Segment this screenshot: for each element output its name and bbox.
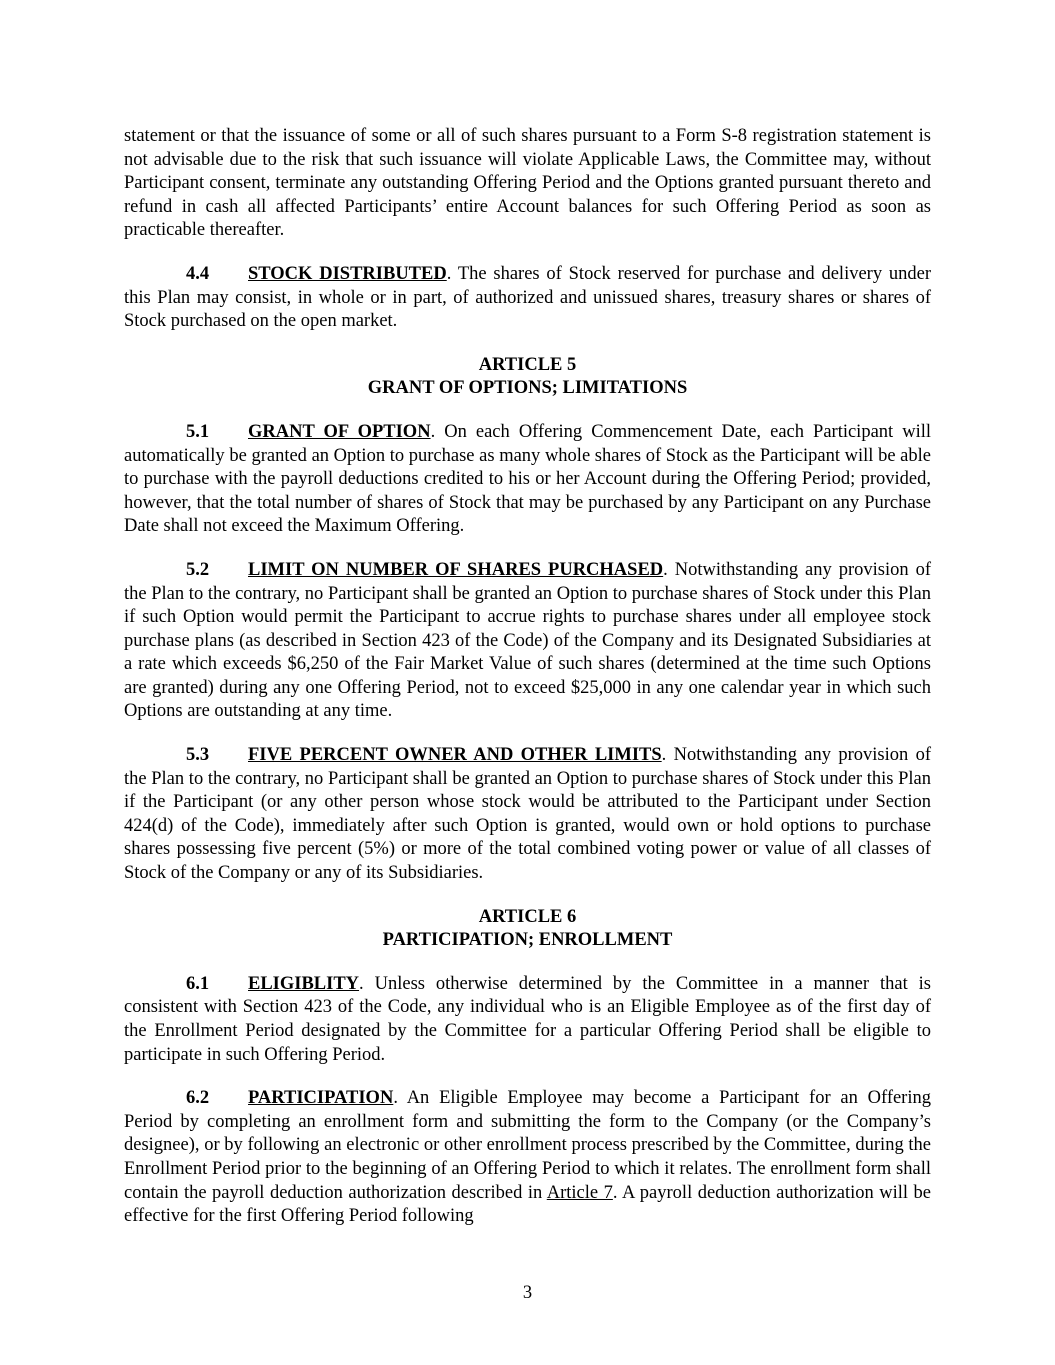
section-number: 5.1 [186,421,210,442]
section-body: . Notwithstanding any provision of the Plan to the contrary, no Participant shall be granted an Option to purchase shares of Stock under this Plan if the Participant (or any other person whose stock would be attributed to the Participant under Section 424(d) of the Code), immediately after such Option is granted, would own or hold options to purchase shares possessing five percent (5%) or more of the total combined voting power or value of all classes of Stock of the Company or any of its Subsidiaries. [124,745,932,884]
section-title: GRANT OF OPTION [248,421,431,442]
page-number: 3 [522,1283,533,1303]
section-5-3 [124,744,931,886]
section-number: 6.1 [186,973,210,994]
section-4-4 [124,263,931,334]
section-body: . Notwithstanding any provision of the Plan to the contrary, no Participant shall be granted an Option to purchase shares of Stock under this Plan if such Option would permit the Participant to accrue rights to purchase shares under all employee stock purchase plans (as described in Section 423 of the Code) of the Company and its Designated Subsidiaries at a rate which exceeds $6,250 of the Fair Market Value of such shares (determined at the time such Options are granted) during any one Offering Period, not to exceed $25,000 in any one calendar year in which such Options are outstanding at any time. [124,559,932,722]
section-title: PARTICIPATION [248,1088,394,1109]
section-6-2 [124,1087,931,1229]
section-5-1 [124,421,931,539]
section-title: LIMIT ON NUMBER OF SHARES PURCHASED [248,559,664,580]
article-label: ARTICLE 6 [478,906,577,927]
intro-paragraph: statement or that the issuance of some or all of such shares pursuant to a Form S-8 registration statement is not advisable due to the risk that such issuance will violate Applicable Laws, the Committee may, without Participant consent, terminate any outstanding Offering Period and the Options granted pursuant thereto and refund in cash all affected Participants’ entire Account balances for such Offering Period as soon as practicable thereafter. [124,126,931,241]
article-title: GRANT OF OPTIONS; LIMITATIONS [367,378,688,399]
article-7-reference[interactable]: Article 7 [546,1182,613,1203]
section-body: . On each Offering Commencement Date, each Participant will automatically be granted an Option to purchase as many whole shares of Stock as the Participant will be able to purchase with the payroll deductions credited to his or her Account during the Offering Period; provided, however, that the total number of shares of Stock that may be purchased by any Participant on any Purchase Date shall not exceed the Maximum Offering. [124,421,931,537]
section-title: FIVE PERCENT OWNER AND OTHER LIMITS [248,745,662,766]
article-title: PARTICIPATION; ENROLLMENT [382,930,673,951]
section-number: 4.4 [186,263,210,284]
section-number: 6.2 [186,1088,210,1109]
section-body: . Unless otherwise determined by the Committee in a manner that is consistent with Section 423 of the Code, any individual who is an Eligible Employee as of the first day of the Enrollment Period designated by the Committee for a particular Offering Period shall be eligible to participate in such Offering Period. [124,973,931,1065]
section-6-1 [124,973,931,1067]
document-page [124,125,931,1249]
section-title: STOCK DISTRIBUTED [248,263,447,284]
section-body: . The shares of Stock reserved for purchase and delivery under this Plan may consist, in whole or in part, of authorized and unissued shares, treasury shares or shares of Stock purchased on the open market. [124,263,932,332]
section-title: ELIGIBLITY [248,973,360,994]
section-body: . An Eligible Employee may become a Participant for an Offering Period by completing an enrollment form and submitting the form to the Company (or the Company’s designee), or by following an electronic or other enrollment process prescribed by the Committee, during the Enrollment Period prior to the beginning of an Offering Period to which it relates. The enrollment form shall contain the payroll deduction authorization described in [124,1088,931,1203]
article-6-heading [124,906,931,953]
section-number: 5.2 [186,559,210,580]
article-5-heading [124,354,931,401]
article-label: ARTICLE 5 [478,354,577,375]
section-body-continued: . A payroll deduction authorization will be effective for the first Offering Period following [124,1182,931,1227]
section-number: 5.3 [186,745,210,766]
section-5-2 [124,559,931,724]
